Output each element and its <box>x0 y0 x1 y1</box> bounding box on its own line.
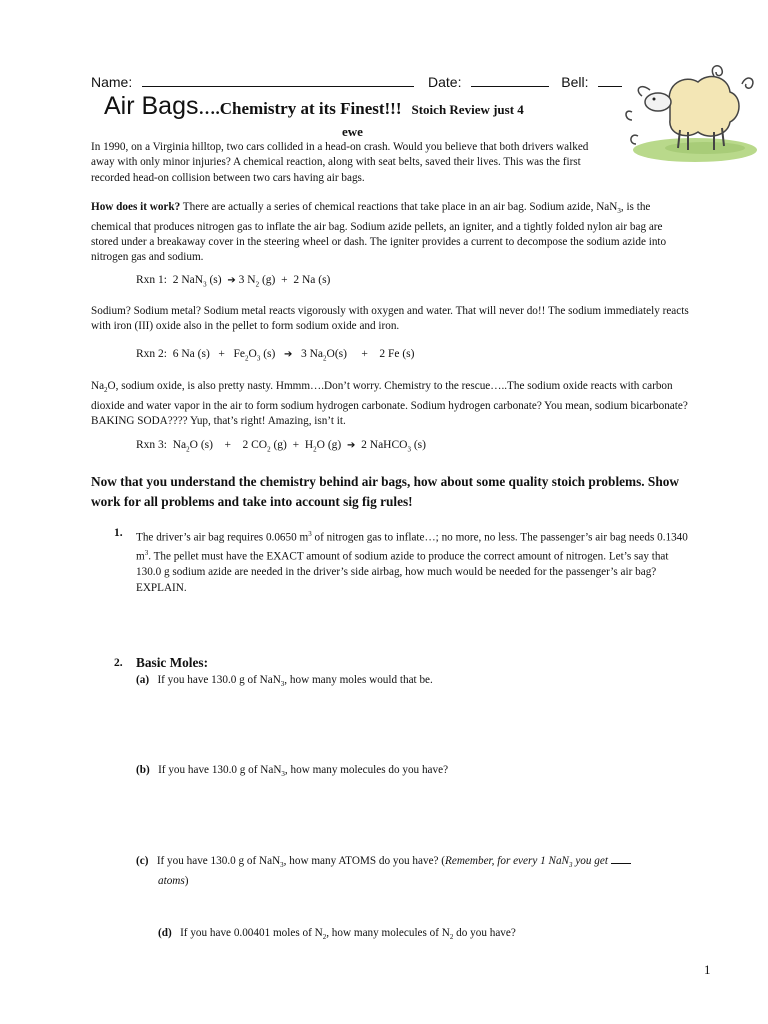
q2c: (c) If you have 130.0 g of NaN$_3$, how many ATOMS do you have? (Remember, for every 1 NaN$_3$ you get atoms) <box>136 853 696 889</box>
reaction-3: Rxn 3: $Na_2O$ (s) + 2 $CO_2$ $(g) + H_2O$ (g) ➔ 2 NaHCO$_3$ (s) <box>136 439 426 454</box>
q2b-text: If you have 130.0 g of NaN <box>158 764 282 776</box>
reaction-1: Rxn 1: 2 NaN$_3$ (s) ➔ 3 $N_2$ (g) + 2 Na (s) <box>136 274 331 289</box>
q2d-text2: , how many molecules of N <box>326 927 450 939</box>
q1-text: The driver’s air bag requires 0.0650 $m^3$ of nitrogen gas to inflate…; no more, no less. The passenger’s air bag needs 0.1340 $m^3$. The pellet must have the EXACT amount of sodium azide to produce the correct amount of nitrogen. Let’s say that 130.0 g sodium azide are needed in the driver’s side airbag, how much would be needed for the passenger’s air bag? EXPLAIN. <box>136 530 688 594</box>
q2c-text2: , how many ATOMS do you have? ( <box>283 855 446 867</box>
page-number: 1 <box>704 962 711 977</box>
q2b-text2: , how many molecules do you have? <box>284 764 449 776</box>
q2a-label: (a) <box>136 674 150 686</box>
intro-paragraph: In 1990, on a Virginia hilltop, two cars collided in a head-on crash. Would you believe that both drivers walked away with only minor injuries? A chemical reaction, along with seat belts, saved their lives. This was the first recorded head-on collision between two cars having air bags. <box>91 141 589 184</box>
instructions-heading: Now that you understand the chemistry behind air bags, how about some quality stoich problems. Show work for all problems and take into account sig fig rules! <box>91 474 679 509</box>
sodium-paragraph: Sodium? Sodium metal? Sodium metal reacts vigorously with oxygen and water. That will never do!! The sodium immediately reacts with iron (III) oxide also in the pellet to form sodium oxide and iron. <box>91 305 689 333</box>
q2d: (d) If you have 0.00401 moles of $N_2$, how many molecules of $N_2$ do you have? <box>158 927 516 942</box>
how-text-a: There are actually a series of chemical reactions that take place in an air bag. Sodium azide, NaN <box>180 201 618 213</box>
q1-part-a: The driver’s air bag requires 0.0650 m <box>136 531 309 544</box>
header-row <box>91 74 622 90</box>
q2d-text: If you have 0.00401 moles of N <box>180 927 323 939</box>
rxn3-label: Rxn 3: <box>136 439 167 451</box>
q1-part-c: . The pellet must have the EXACT amount of sodium azide to produce the correct amount of nitrogen. Let’s say that 130.0 g sodium azide are needed in the driver’s side airbag, how much would be needed for the passenger’s air bag? EXPLAIN. <box>136 550 669 594</box>
how-paragraph: How does it work? There are actually a series of chemical reactions that take place in an air bag. Sodium azide, NaN$_3$, is the chemical that produces nitrogen gas to inflate the air bag. Sodium azide pellets, an igniter, and a tightly folded nylon air bag are stored under a breakaway cover in the steering wheel or dash. The igniter provides a current to decompose the sodium azide into nitrogen gas and sodium. <box>91 201 667 264</box>
sheep-icon <box>610 64 760 164</box>
title-main: Air Bags <box>104 92 199 120</box>
title-dots: …. <box>198 99 220 118</box>
q2c-text: If you have 130.0 g of NaN <box>156 855 281 867</box>
date-blank <box>471 74 549 87</box>
page-title <box>104 92 524 121</box>
na2o-paragraph: $Na_2O$, sodium oxide, is also pretty nasty. Hmmm….Don’t worry. Chemistry to the rescue…..The sodium oxide reacts with carbon dioxide and water vapor in the air to form sodium hydrogen carbonate. Sodium hydrogen carbonate? You mean, sodium bicarbonate? BAKING SODA???? Yup, that’s right! Amazing, isn’t it. <box>91 380 688 428</box>
title-sub: Chemistry at its Finest!!! <box>219 99 402 118</box>
reaction-2: Rxn 2: 6 Na $(s) + Fe_2O_3$ (s) ➔ 3 $Na_2O(s)$ + 2 Fe (s) <box>136 348 415 363</box>
title-review: Stoich Review just 4 <box>411 102 524 117</box>
q2b-label: (b) <box>136 764 150 776</box>
name-blank <box>142 74 414 87</box>
q1-part-b: of nitrogen gas to inflate…; no more, no less. The passenger’s air bag needs 0.1340 m <box>136 531 688 563</box>
rxn2-label: Rxn 2: <box>136 348 167 360</box>
q2-title: Basic Moles: <box>136 655 209 670</box>
q2c-blank <box>611 853 631 864</box>
rxn1-label: Rxn 1: <box>136 274 167 286</box>
q2c-label: (c) <box>136 855 149 867</box>
q2-number: 2. <box>114 657 123 669</box>
q2c-end: ) <box>184 874 189 887</box>
q2c-italic: Remember, for every 1 NaN <box>445 855 570 867</box>
date-label: Date: <box>428 74 462 90</box>
q2d-text3: do you have? <box>453 927 516 939</box>
q2d-label: (d) <box>158 927 172 939</box>
how-lead: How does it work? <box>91 201 181 213</box>
q2c-italic3: atoms <box>158 874 185 887</box>
q2a-text2: , how many moles would that be. <box>284 674 433 686</box>
name-label: Name: <box>91 74 133 90</box>
q2a-text: If you have 130.0 g of NaN <box>157 674 281 686</box>
q1-number: 1. <box>114 527 123 539</box>
q2b: (b) If you have 130.0 g of NaN$_3$, how many molecules do you have? <box>136 764 449 779</box>
na2o-text: O, sodium oxide, is also pretty nasty. Hmmm….Don’t worry. Chemistry to the rescue…..The sodium oxide reacts with carbon dioxide and water vapor in the air to form sodium hydrogen carbonate. Sodium hydrogen carbonate? You mean, sodium bicarbonate? BAKING SODA???? Yup, that’s right! Amazing, isn’t it. <box>91 380 688 428</box>
title-review-cont: ewe <box>342 124 363 139</box>
how-text-b: , is the chemical that produces nitrogen gas to inflate the air bag. Sodium azide pellets, an igniter, and a tightly folded nylon air bag are stored under a breakaway cover in the steering wheel or dash. The igniter provides a current to decompose the sodium azide into nitrogen gas and sodium. <box>91 201 667 264</box>
q2a: (a) If you have 130.0 g of NaN$_3$, how many moles would that be. <box>136 674 433 689</box>
bell-label: Bell: <box>561 74 589 90</box>
q2c-italic2: you get <box>572 855 611 867</box>
